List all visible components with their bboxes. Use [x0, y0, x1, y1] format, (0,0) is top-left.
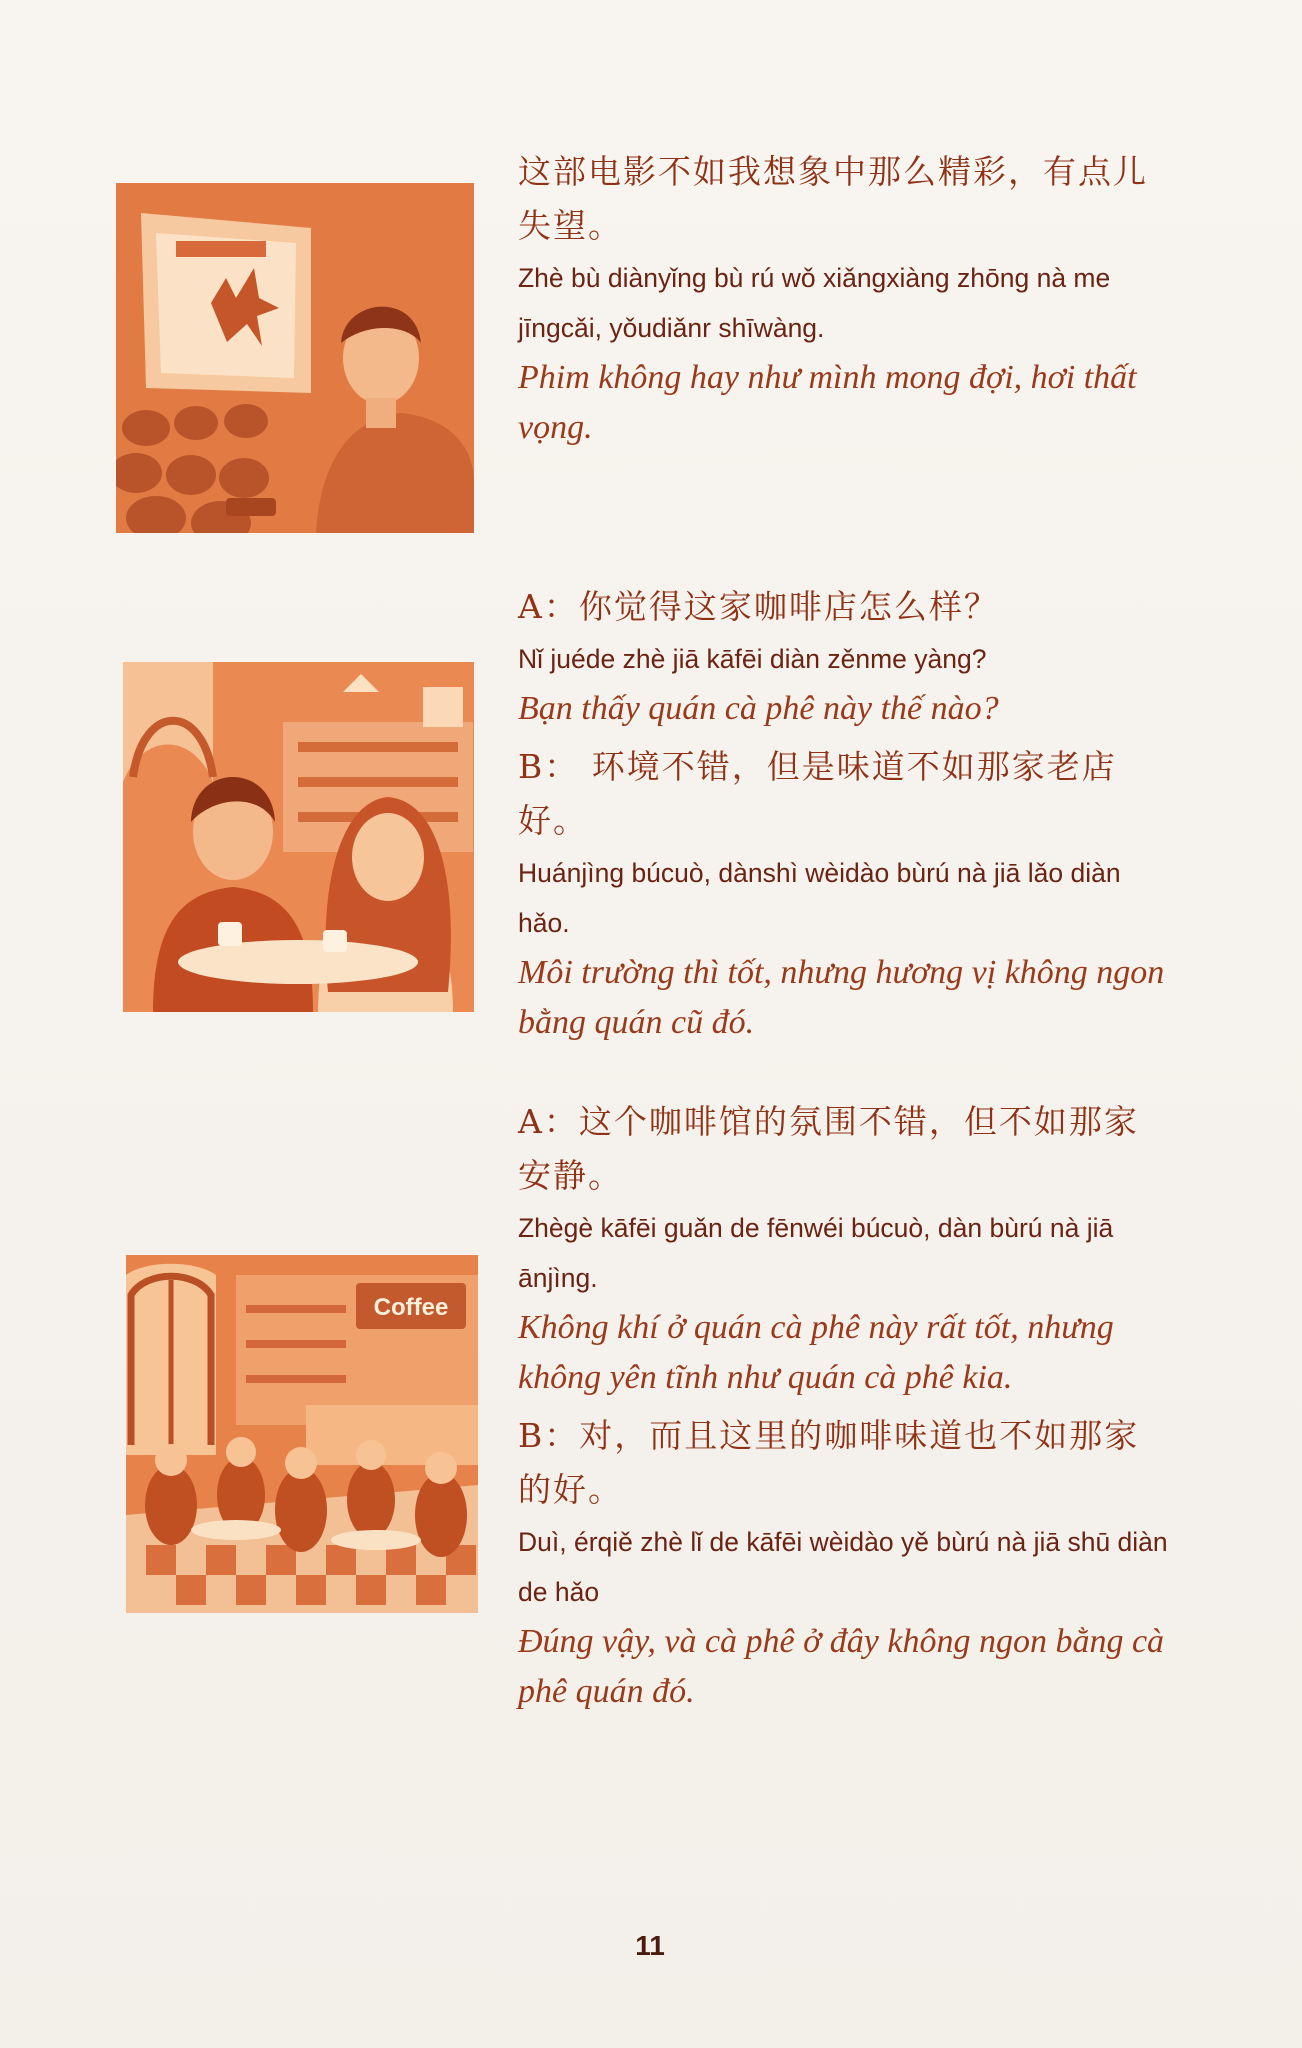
dialogue-b-pinyin: Duì, érqiě zhè lǐ de kāfēi wèidào yě bùrú nà jiā shū diàn de hǎo: [518, 1527, 1168, 1607]
dialogue-a-pinyin: Zhègè kāfēi guǎn de fēnwéi búcuò, dàn bùrú nà jiā ānjìng.: [518, 1213, 1114, 1293]
cinema-illustration: [116, 183, 474, 533]
section-3-text: [518, 1095, 1168, 1717]
dialogue-b-vietnamese: Đúng vậy, và cà phê ở đây không ngon bằng cà phê quán đó.: [518, 1623, 1165, 1710]
vietnamese-translation: Phim không hay như mình mong đợi, hơi thất vọng.: [518, 359, 1137, 446]
section-1-text: [518, 145, 1168, 453]
cinema-scene-graphic: [116, 183, 474, 533]
page-number: 11: [635, 1930, 665, 1961]
dialogue-b-vietnamese: Môi trường thì tốt, nhưng hương vị không ngon bằng quán cũ đó.: [518, 954, 1165, 1041]
dialogue-a-chinese: A：这个咖啡馆的氛围不错，但不如那家安静。: [518, 1102, 1139, 1195]
coffee-shop-illustration: [126, 1255, 478, 1613]
cafe-couple-illustration: [123, 662, 474, 1012]
section-2-text: [518, 580, 1168, 1048]
cafe-couple-graphic: [123, 662, 474, 1012]
dialogue-b-chinese: B：对，而且这里的咖啡味道也不如那家的好。: [518, 1416, 1140, 1509]
chinese-sentence: 这部电影不如我想象中那么精彩，有点儿失望。: [518, 152, 1148, 245]
dialogue-a-pinyin: Nǐ juéde zhè jiā kāfēi diàn zěnme yàng?: [518, 644, 987, 674]
dialogue-b-pinyin: Huánjìng búcuò, dànshì wèidào bùrú nà jiā lǎo diàn hǎo.: [518, 858, 1121, 938]
pinyin-line: Zhè bù diànyǐng bù rú wǒ xiǎngxiàng zhōng nà me jīngcǎi, yǒudiǎnr shīwàng.: [518, 263, 1111, 343]
dialogue-a-vietnamese: Không khí ở quán cà phê này rất tốt, nhưng không yên tĩnh như quán cà phê kia.: [518, 1309, 1114, 1396]
dialogue-a-vietnamese: Bạn thấy quán cà phê này thế nào?: [518, 690, 999, 727]
coffee-shop-graphic: [126, 1255, 478, 1613]
dialogue-b-chinese: B： 环境不错，但是味道不如那家老店好。: [518, 747, 1117, 840]
dialogue-a-chinese: A：你觉得这家咖啡店怎么样？: [518, 587, 999, 626]
coffee-sign-text: Coffee: [373, 1294, 449, 1321]
